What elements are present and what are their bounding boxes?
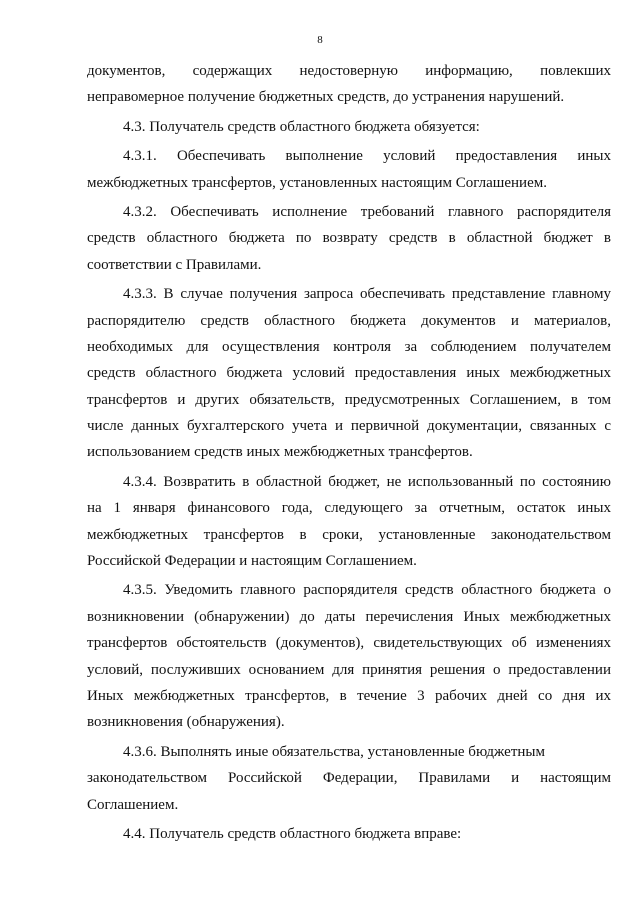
text-line: возникновения (обнаружения).: [87, 714, 285, 731]
paragraph-4-3-4: [87, 469, 611, 575]
text-line: соответствии с Правилами.: [87, 256, 262, 273]
paragraph-4-3-5: [87, 577, 611, 735]
text-line: условий, послуживших основанием для принятия решения о предоставлении: [87, 661, 611, 678]
text-line: возникновении (обнаружении) до даты перечисления Иных межбюджетных: [87, 608, 611, 625]
text-line: документов, содержащих недостоверную информацию, повлекших: [87, 63, 611, 79]
text-line: 4.3.6. Выполнять иные обязательства, установленные бюджетным: [123, 743, 545, 760]
text-line: законодательством Российской Федерации, Правилами и настоящим: [87, 770, 611, 787]
text-line: необходимых для осуществления контроля за соблюдением получателем: [87, 338, 611, 355]
text-line: на 1 января финансового года, следующего за отчетным, остаток иных: [87, 500, 611, 517]
page-number: 8: [317, 34, 323, 46]
text-line: Иных межбюджетных трансфертов, в течение 3 рабочих дней со дня их: [87, 687, 611, 704]
text-line: 4.3.4. Возвратить в областной бюджет, не использованный по состоянию: [123, 473, 611, 490]
text-line: использованием средств иных межбюджетных трансфертов.: [87, 444, 473, 461]
paragraph-4-3-2: [87, 199, 611, 278]
text-line: числе данных бухгалтерского учета и первичной документации, связанных с: [87, 418, 611, 435]
text-line: средств областного бюджета по возврату средств в областной бюджет в: [87, 230, 611, 247]
text-line: Российской Федерации и настоящим Соглашением.: [87, 553, 417, 570]
paragraph-continuation: [87, 58, 611, 111]
text-line: неправомерное получение бюджетных средств, до устранения нарушений.: [87, 89, 565, 106]
text-line: 4.3.3. В случае получения запроса обеспечивать представление главному: [123, 286, 611, 303]
text-line: межбюджетных трансфертов, установленных настоящим Соглашением.: [87, 174, 547, 191]
paragraph-4-4: [87, 821, 611, 847]
text-line: межбюджетных трансфертов в сроки, установленные законодательством: [87, 526, 611, 543]
text-line: 4.3.2. Обеспечивать исполнение требований главного распорядителя: [123, 203, 611, 220]
paragraph-4-3-3: [87, 281, 611, 466]
text-line: трансфертов и других обязательств, предусмотренных Соглашением, в том: [87, 391, 611, 408]
paragraph-4-3: [87, 114, 611, 140]
text-line: распорядителю средств областного бюджета документов и материалов,: [87, 312, 611, 329]
paragraph-4-3-6: [87, 739, 611, 818]
document-body: [87, 58, 611, 847]
text-line: средств областного бюджета условий предоставления иных межбюджетных: [87, 365, 611, 382]
text-line: Соглашением.: [87, 796, 179, 813]
text-line: трансфертов обстоятельств (документов), свидетельствующих об изменениях: [87, 635, 611, 652]
text-line: 4.3.5. Уведомить главного распорядителя средств областного бюджета о: [123, 582, 611, 599]
text-line: 4.4. Получатель средств областного бюджета вправе:: [123, 825, 462, 842]
text-line: 4.3. Получатель средств областного бюджета обязуется:: [123, 118, 480, 135]
text-line: 4.3.1. Обеспечивать выполнение условий предоставления иных: [123, 148, 611, 165]
paragraph-4-3-1: [87, 143, 611, 196]
